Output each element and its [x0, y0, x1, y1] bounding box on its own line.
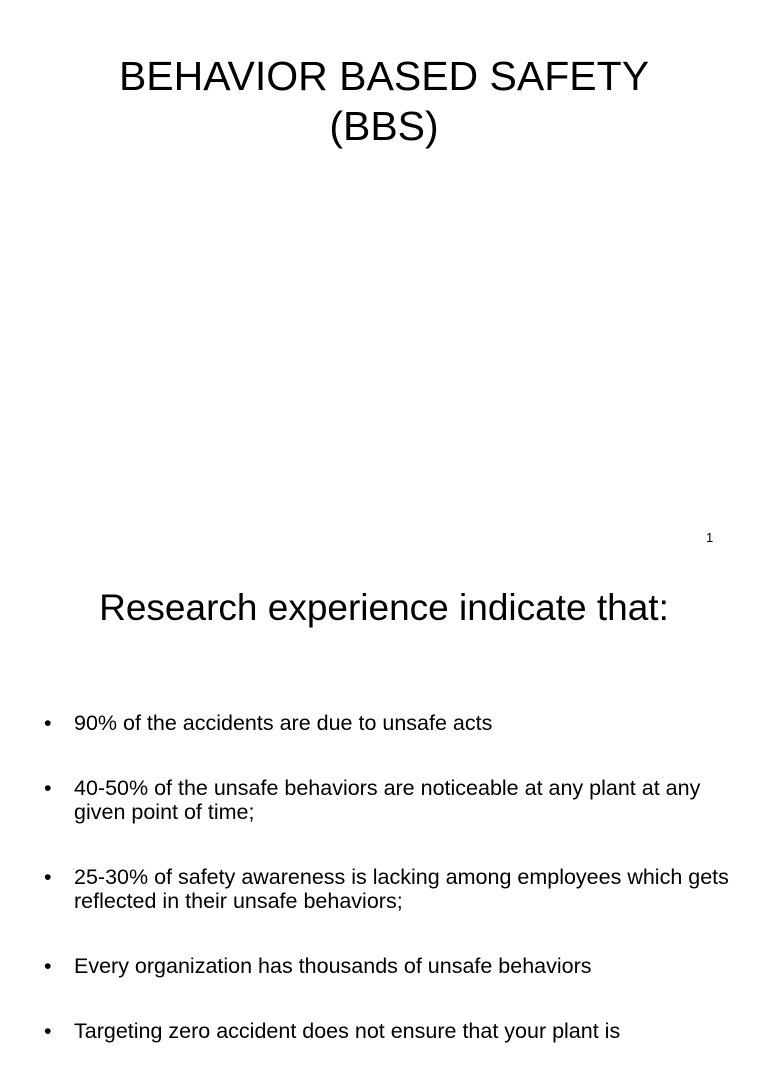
bullet-text: Every organization has thousands of unsafe behaviors: [74, 954, 592, 978]
bullet-point-icon: •: [44, 711, 52, 735]
slide-2: [0, 556, 768, 1043]
title-line-1: BEHAVIOR BASED SAFETY: [118, 53, 650, 99]
bullet-point-icon: •: [44, 1019, 52, 1043]
bullet-item: [44, 776, 744, 824]
title-line-2: (BBS): [329, 103, 439, 149]
bullet-text: 40-50% of the unsafe behaviors are noticeable at any plant at any given point of time;: [74, 776, 701, 824]
bullet-text: Targeting zero accident does not ensure that your plant is: [74, 1019, 621, 1043]
bullet-point-icon: •: [44, 865, 52, 889]
bullet-list: [44, 711, 744, 1084]
bullet-text: 90% of the accidents are due to unsafe acts: [74, 711, 493, 735]
bullet-item: [44, 1019, 744, 1043]
bullet-item: [44, 711, 744, 735]
bullet-item: [44, 954, 744, 978]
page-number: 1: [706, 530, 714, 545]
bullet-text: 25-30% of safety awareness is lacking among employees which gets reflected in their unsafe behaviors;: [74, 865, 729, 913]
bullet-point-icon: •: [44, 954, 52, 978]
bullet-point-icon: •: [44, 776, 52, 800]
bullet-item: [44, 865, 744, 913]
slide-title: [0, 51, 768, 151]
slide-heading: Research experience indicate that:: [99, 587, 669, 628]
